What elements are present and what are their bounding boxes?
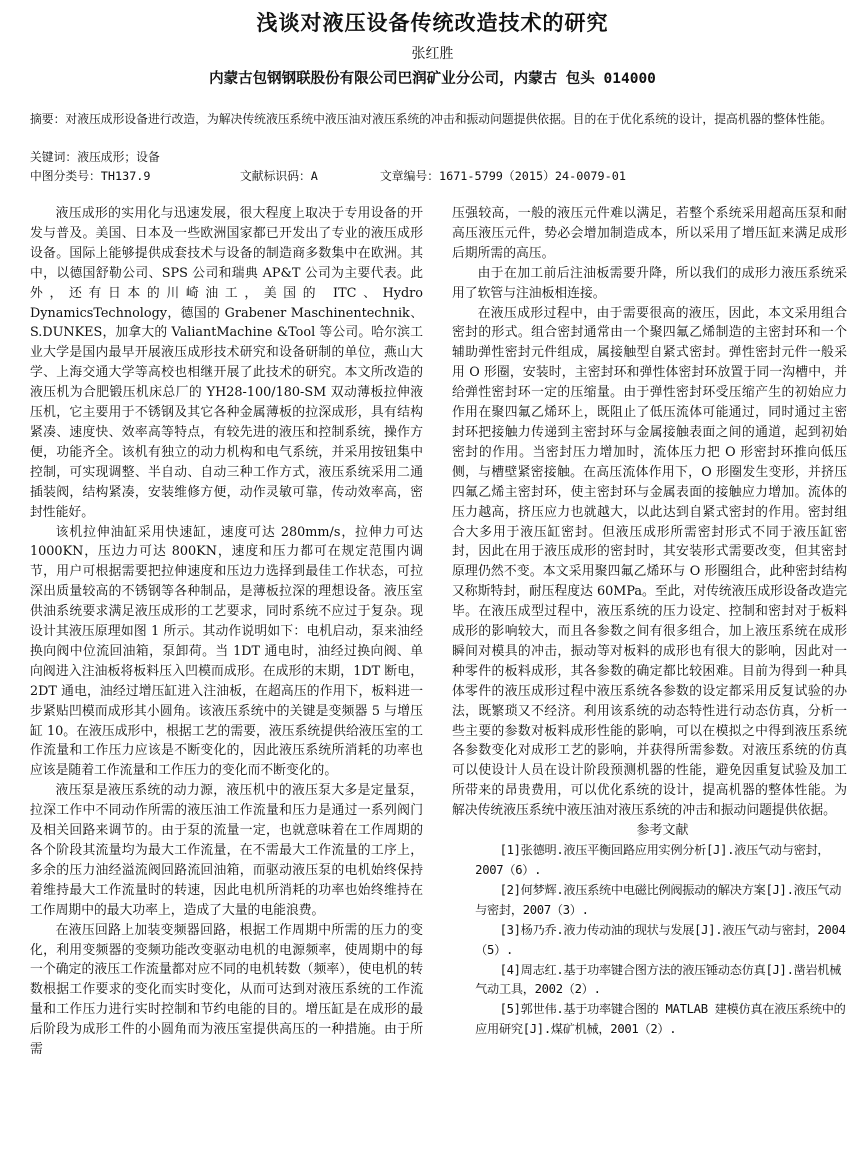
classification-row xyxy=(30,167,842,185)
reference-item: [3]杨乃乔.液力传动油的现状与发展[J].液压气动与密封，2004（5）. xyxy=(475,922,846,957)
body-paragraph: 由于在加工前后注油板需要升降，所以我们的成形力液压系统采用了软管与注油板相连接。 xyxy=(452,265,847,301)
body-right-column xyxy=(452,204,847,1149)
keywords: 关键词：液压成形；设备 xyxy=(30,150,160,164)
body-left-column xyxy=(30,204,423,1149)
body-paragraph: 在液压回路上加装变频器回路，根据工作周期中所需的压力的变化，利用变频器的变频功能改变驱动电机的电源频率，使周期中的每一个确定的液压工作流量都对应不同的电机转数（频率），使电机的转数根据工作要求的变化而实时变化，从而可达到对液压系统的工作流量和工作压力进行实时控制和节约电能的目的。增压缸是在成形的最后阶段为成形工件的小圆角而为液压室提供高压的一种措施。由于所需 xyxy=(30,922,423,1058)
body-paragraph: 液压泵是液压系统的动力源，液压机中的液压泵大多是定量泵，拉深工作中不同动作所需的液压油工作流量和压力是通过一系列阀门及相关回路来调节的。由于泵的流量一定，也就意味着在工作周期的各个阶段其流量均为最大工作流量，在不需最大工作流量的工序上，多余的压力油经溢流阀回路流回油箱，而驱动液压泵的电机始终保持着维持最大工作流量时的转速，因此电机所消耗的功率也始终维持在工作周期中的最大功率上，造成了大量的电能浪费。 xyxy=(30,783,423,918)
body-paragraph: 在液压成形过程中，由于需要很高的液压，因此，本文采用组合密封的形式。组合密封通常由一个聚四氟乙烯制造的主密封环和一个辅助弹性密封元件组成，属接触型自紧式密封。弹性密封元件一般采用 O 形圈，安装时，主密封环和弹性体密封环放置于同一沟槽中，并给弹性密封环一定的压缩量。由于弹性密封环受压缩产生的初始应力作用在聚四氟乙烯环上，既阻止了低压流体可能通过，同时通过主密封环把接触力传递到主密封环与金属接触表面之间的通道，起到初始密封的作用。当密封压力增加时，流体压力把 O 形密封环推向低压侧，与槽壁紧密接触。在高压流体作用下，O 形圈发生变形，并挤压四氟乙烯主密封环，使主密封环与金属表面的接触应力增加。流体的压力越高，挤压应力也就越大，以此达到自紧式密封的作用。密封组合大多用于液压缸密封。但液压成形所需密封形式不同于液压缸密封，因此在用于液压成形的密封时，其安装形式需要改变，但其密封原理仍然不变。本文采用聚四氟乙烯环与 O 形圈组合，此种密封结构又称斯特封，耐压程度达 60MPa。至此，对传统液压成形设备改造完毕。在液压成型过程中，液压系统的压力设定、控制和密封对于板料成形的影响较大，而且各参数之间有很多组合，加上液压系统在成形瞬间对模具的冲击，振动等对板料的成形也有很大的影响，因此对一种零件的板料成形，其各参数的确定都比较困难。目前为得到一种具体零件的液压成形过程中液压系统各参数的设定都采用反复试验的办法，既繁琐又不经济。利用该系统的动态特性进行动态仿真，分析一些主要的参数对板料成形性能的影响，可以在模拟之中得到液压系统各参数变化对成形工艺的影响，并获得所需参数。对液压系统的仿真可以使设计人员在设计阶段预测机器的性能，避免因重复试验及加工所带来的昂贵费用，可以优化系统的设计，提高机器的整体性能。为解决传统液压系统中液压油对液压系统的冲击和振动问题提供依据。 xyxy=(452,305,847,819)
body-paragraph: 该机拉伸油缸采用快速缸，速度可达 280mm/s，拉伸力可达 1000KN，压边力可达 800KN，速度和压力都可在规定范围内调节，用户可根据需要把拉伸速度和压边力选择到最佳工作状态，可拉深出质量较高的不锈钢等各种制品，是薄板拉深的理想设备。液压室供油系统要求满足液压成形的工艺要求，同时系统不应过于复杂。现设计其液压原理如图 1 所示。其动作说明如下：电机启动，泵来油经换向阀中位流回油箱，泵卸荷。当 1DT 通电时，油经过换向阀、单向阀进入注油板将板料压入凹模而成形。在成形的末期，1DT 断电，2DT 通电，油经过增压缸进入注油板，在超高压的作用下，板料进一步紧贴凹模而成形其小圆角。该液压系统中的关键是变频器 5 与增压缸 10。在液压成形中，根据工艺的需要，液压系统提供给液压室的工作流量和工作压力应该是不断变化的，因此液压系统所消耗的功率也应该是随着工作流量和工作压力的变化而不断变化的。 xyxy=(30,524,423,779)
reference-item: [1]张德明.液压平衡回路应用实例分析[J].液压气动与密封，2007（6）. xyxy=(475,843,830,877)
author-name: 张红胜 xyxy=(411,46,454,62)
reference-item: [2]何梦辉.液压系统中电磁比例阀振动的解决方案[J].液压气动与密封，2007（3）. xyxy=(475,882,842,917)
reference-item: [5]郭世伟.基于功率键合图的 MATLAB 建模仿真在液压系统中的应用研究[J].煤矿机械，2001（2）. xyxy=(475,1002,846,1037)
document-code: 文献标识码：A xyxy=(240,169,318,183)
reference-item: [4]周志红.基于功率键合图方法的液压锤动态仿真[J].凿岩机械气动工具，2002（2）. xyxy=(475,962,842,997)
body-paragraph: 压强较高，一般的液压元件难以满足，若整个系统采用超高压泵和耐高压液压元件，势必会增加制造成本，所以采用了增压缸来满足成形后期所需的高压。 xyxy=(452,206,847,261)
references-heading: 参考文献 xyxy=(636,823,689,839)
clc-number: 中图分类号：TH137.9 xyxy=(30,169,151,183)
body-paragraph: 液压成形的实用化与迅速发展，很大程度上取决于专用设备的开发与普及。美国、日本及一些欧洲国家都已开发出了专业的液压成形设备。国际上能够提供成套技术与设备的制造商多数集中在欧洲。其中，以德国舒勒公司、SPS 公司和瑞典 AP&T 公司为主要代表。此外，还有日本的川崎油工，美国的 ITC、Hydro DynamicsTechnology，德国的 Grabener Maschinentechnik、S.DUNKES，加拿大的 ValiantMachine &Tool 等公司。哈尔滨工业大学是国内最早开展液压成形技术研究和设备研制的单位，燕山大学、上海交通大学等高校也相继开展了此技术的研究。本文所改造的液压机为合肥锻压机床总厂的 YH28-100/180-SM 双动薄板拉伸液压机，它主要用于不锈钢及其它各种金属薄板的拉深成形，具有结构紧凑、速度快、效率高等特点，有较先进的液压和控制系统，操作方便，功能齐全。该机有独立的动力机构和电气系统，并采用按钮集中控制，可实现调整、半自动、自动三种工作方式，液压系统采用二通插装阀，结构紧凑，安装维修方便，动作灵敏可靠，传动效率高，密封性能好。 xyxy=(30,206,423,520)
article-number: 文章编号：1671-5799（2015）24-0079-01 xyxy=(380,169,626,183)
abstract: 摘要：对液压成形设备进行改造，为解决传统液压系统中液压油对液压系统的冲击和振动问题提供依据。目的在于优化系统的设计，提高机器的整体性能。 xyxy=(30,112,833,126)
author-affiliation: 内蒙古包钢钢联股份有限公司巴润矿业分公司，内蒙古 包头 014000 xyxy=(209,71,656,87)
paper-title: 浅谈对液压设备传统改造技术的研究 xyxy=(256,11,609,35)
